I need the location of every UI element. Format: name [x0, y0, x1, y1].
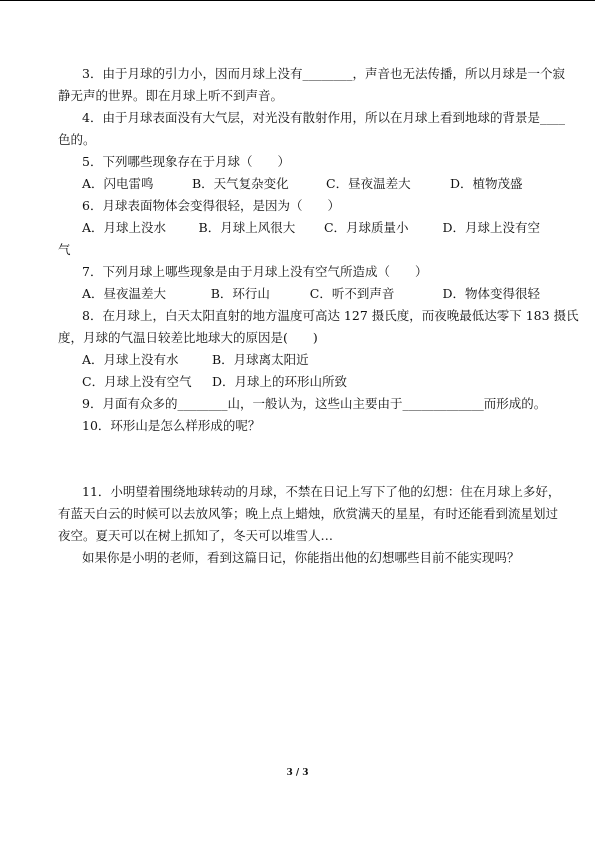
q8-line1: 8．在月球上，白天太阳直射的地方温度可高达 127 摄氏度，而夜晚最低达零下 183 摄氏	[82, 308, 579, 323]
worksheet-body	[58, 63, 579, 569]
q7-option-a: A．昼夜温差大	[82, 286, 167, 301]
q8-options-row2	[58, 371, 540, 393]
q8-option-c: C．月球上没有空气	[82, 374, 192, 389]
q5-options	[58, 173, 540, 195]
q8-option-a: A．月球上没有水	[82, 352, 179, 367]
q3-line2: 静无声的世界。即在月球上听不到声音。	[58, 88, 284, 103]
q6-option-b: B．月球上风很大	[198, 220, 296, 235]
top-border-line	[0, 0, 595, 1]
q11-line4: 如果你是小明的老师，看到这篇日记，你能指出他的幻想哪些目前不能实现吗？	[82, 550, 520, 565]
q4-line1: 4．由于月球表面没有大气层，对光没有散射作用，所以在月球上看到地球的背景是____	[82, 110, 565, 125]
q5-option-c: C．昼夜温差大	[326, 176, 411, 191]
q8-option-d: D．月球上的环形山所致	[212, 374, 348, 389]
q9-line: 9．月面有众多的________山，一般认为，这些山主要由于_____________而形成的。	[82, 396, 547, 411]
q6-wrap: 气	[58, 242, 71, 257]
q5-stem: 5．下列哪些现象存在于月球（ ）	[82, 154, 290, 169]
q5-option-b: B．天气复杂变化	[192, 176, 289, 191]
q3-line1: 3．由于月球的引力小，因而月球上没有________，声音也无法传播，所以月球是一个寂	[82, 66, 565, 81]
q11-line2: 有蓝天白云的时候可以去放风筝；晚上点上蜡烛，欣赏满天的星星，有时还能看到流星划过	[58, 506, 559, 521]
q7-option-c: C．听不到声音	[309, 286, 395, 301]
q6-option-c: C．月球质量小	[323, 220, 409, 235]
q5-option-d: D．植物茂盛	[450, 176, 523, 191]
answer-space	[58, 437, 540, 481]
q8-options-row1	[58, 349, 540, 371]
q8-option-b: B．月球离太阳近	[212, 352, 309, 367]
q8-line2: 度，月球的气温日较差比地球大的原因是( )	[58, 330, 318, 345]
q7-option-b: B．环行山	[210, 286, 270, 301]
q10-line: 10．环形山是怎么样形成的呢？	[82, 418, 261, 433]
q6-options	[58, 217, 540, 239]
page-number: 3 / 3	[286, 768, 309, 778]
q6-option-d: D．月球上没有空	[442, 220, 540, 235]
q7-stem: 7．下列月球上哪些现象是由于月球上没有空气所造成（ ）	[82, 264, 428, 279]
q7-option-d: D．物体变得很轻	[442, 286, 540, 301]
q6-option-a: A．月球上没水	[82, 220, 167, 235]
q6-stem: 6．月球表面物体会变得很轻，是因为（ ）	[82, 198, 340, 213]
q7-options	[58, 283, 540, 305]
q5-option-a: A．闪电雷鸣	[82, 176, 154, 191]
q4-line2: 色的。	[58, 132, 96, 147]
q11-line1: 11．小明望着围绕地球转动的月球，不禁在日记上写下了他的幻想：住在月球上多好，	[82, 484, 561, 499]
q11-line3: 夜空。夏天可以在树上抓知了，冬天可以堆雪人…	[58, 528, 334, 543]
